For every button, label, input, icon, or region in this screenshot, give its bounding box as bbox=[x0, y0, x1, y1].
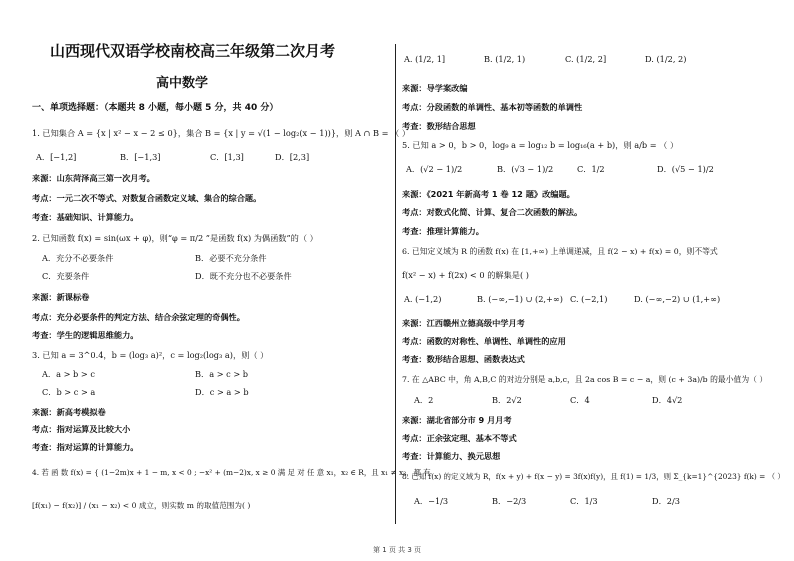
q1-knowledge-point: 考点：一元二次不等式、对数复合函数定义域、集合的综合题。 bbox=[32, 193, 262, 203]
question-6-stem: 6. 已知定义域为 R 的函数 f(x) 在 [1,+∞) 上单调递减，且 f(2 − x) + f(x) = 0，则不等式 bbox=[402, 247, 718, 256]
q1-option-a: A．[−1,2] bbox=[36, 152, 77, 162]
q5-source: 来源：《2021 年新高考 1 卷 12 题》改编题。 bbox=[402, 189, 575, 199]
q7-option-d: D．4√2 bbox=[652, 395, 683, 405]
q3-option-d: D．c > a > b bbox=[195, 387, 249, 397]
q7-option-a: A．2 bbox=[414, 395, 434, 405]
q8-option-c: C．1/3 bbox=[570, 496, 598, 506]
q2-option-b: B．必要不充分条件 bbox=[195, 253, 267, 263]
q2-option-a: A．充分不必要条件 bbox=[42, 253, 114, 263]
q8-option-b: B．−2/3 bbox=[492, 496, 527, 506]
q7-option-b: B．2√2 bbox=[492, 395, 522, 405]
q3-option-a: A．a > b > c bbox=[42, 369, 95, 379]
q2-knowledge-point: 考点：充分必要条件的判定方法、结合余弦定理的奇偶性。 bbox=[32, 312, 245, 322]
q7-option-c: C．4 bbox=[570, 395, 590, 405]
q6-knowledge-point: 考点：函数的对称性、单调性、单调性的应用 bbox=[402, 336, 566, 346]
question-4-condition: [f(x₁) − f(x₂)] / (x₁ − x₂) < 0 成立，则实数 m 的取值范围为( ) bbox=[32, 501, 251, 510]
exam-subtitle: 高中数学 bbox=[156, 76, 209, 91]
page-footer: 第 1 页 共 3 页 bbox=[372, 546, 422, 554]
q2-source: 来源：新课标卷 bbox=[32, 292, 90, 302]
q3-knowledge-point: 考点：指对运算及比较大小 bbox=[32, 424, 131, 434]
q6-option-a: A. (−1,2) bbox=[404, 294, 442, 304]
q1-option-d: D．[2,3] bbox=[275, 152, 310, 162]
question-4-stem: 4. 若 函 数 f(x) = { (1−2m)x + 1 − m, x < 0 ; −x² + (m−2)x, x ≥ 0 满 足 对 任 意 x₁，x₂ ∈ R，且 x₁ ≠ x₂，都 有 bbox=[32, 468, 431, 477]
q3-option-c: C．b > c > a bbox=[42, 387, 96, 397]
q6-source: 来源：江西赣州立德高级中学月考 bbox=[402, 318, 525, 328]
q2-option-c: C．充要条件 bbox=[42, 271, 90, 281]
q2-option-d: D．既不充分也不必要条件 bbox=[195, 271, 292, 281]
q6-option-d: D. (−∞,−2) ∪ (1,+∞) bbox=[634, 294, 721, 304]
q7-source: 来源：湖北省部分市 9 月月考 bbox=[402, 415, 512, 425]
q3-option-b: B．a > c > b bbox=[195, 369, 249, 379]
q4-option-a: A. (1/2, 1] bbox=[404, 54, 446, 64]
q4-option-d: D. (1/2, 2) bbox=[645, 54, 687, 64]
question-3-stem: 3. 已知 a = 3^0.4，b = (log₃ a)²，c = log₂(log₃ a)，则（ ） bbox=[32, 350, 269, 360]
q6-option-b: B. (−∞,−1) ∪ (2,+∞) bbox=[477, 294, 563, 304]
q1-ability: 考查：基础知识、计算能力。 bbox=[32, 212, 139, 222]
q5-knowledge-point: 考点：对数式化简、计算、复合二次函数的解法。 bbox=[402, 207, 583, 217]
question-2-stem: 2. 已知函数 f(x) = sin(ωx + φ)，则“φ = π/2 ”是函数 f(x) 为偶函数”的（ ） bbox=[32, 233, 318, 243]
q6-option-c: C. (−2,1) bbox=[570, 294, 608, 304]
q7-knowledge-point: 考点：正余弦定理、基本不等式 bbox=[402, 433, 517, 443]
question-7-stem: 7. 在 △ABC 中，角 A,B,C 的对边分别是 a,b,c，且 2a cos B = c − a，则 (c + 3a)/b 的最小值为（ ） bbox=[402, 375, 768, 384]
q8-option-a: A．−1/3 bbox=[414, 496, 449, 506]
exam-title: 山西现代双语学校南校高三年级第二次月考 bbox=[50, 42, 336, 60]
q1-option-c: C．[1,3] bbox=[210, 152, 244, 162]
question-1-stem: 1. 已知集合 A = {x | x² − x − 2 ≤ 0}，集合 B = {x | y = √(1 − log₂(x − 1))}，则 A ∩ B = （ ） bbox=[32, 128, 411, 138]
q6-ability: 考查：数形结合思想、函数表达式 bbox=[402, 354, 525, 364]
q4-option-c: C. (1/2, 2] bbox=[565, 54, 607, 64]
q2-ability: 考查：学生的逻辑思维能力。 bbox=[32, 330, 139, 340]
q4-knowledge-point: 考点：分段函数的单调性、基本初等函数的单调性 bbox=[402, 102, 583, 112]
q5-ability: 考查：推理计算能力。 bbox=[402, 226, 484, 236]
q4-ability: 考查：数形结合思想 bbox=[402, 121, 476, 131]
q1-option-b: B．[−1,3] bbox=[120, 152, 161, 162]
q8-option-d: D．2/3 bbox=[652, 496, 680, 506]
section-heading: 一、单项选择题：（本题共 8 小题，每小题 5 分，共 40 分） bbox=[32, 103, 279, 113]
q1-source: 来源：山东菏泽高三第一次月考。 bbox=[32, 173, 155, 183]
question-8-stem: 8. 已知 f(x) 的定义域为 R，f(x + y) + f(x − y) = 3f(x)f(y)，且 f(1) = 1/3，则 Σ_{k=1}^{2023} f(k) = （ ） bbox=[402, 472, 785, 481]
q3-ability: 考查：指对运算的计算能力。 bbox=[32, 442, 139, 452]
question-5-stem: 5. 已知 a > 0，b > 0，log₉ a = log₁₂ b = log₁₆(a + b)，则 a/b = （ ） bbox=[402, 140, 679, 150]
q5-option-c: C．1/2 bbox=[577, 164, 605, 174]
q5-option-a: A．(√2 − 1)/2 bbox=[406, 164, 463, 174]
q5-option-d: D．(√5 − 1)/2 bbox=[657, 164, 714, 174]
question-6-inequality: f(x² − x) + f(2x) < 0 的解集是( ) bbox=[402, 270, 529, 280]
q5-option-b: B．(√3 − 1)/2 bbox=[497, 164, 554, 174]
column-divider bbox=[395, 44, 396, 524]
q4-option-b: B. (1/2, 1) bbox=[484, 54, 526, 64]
q3-source: 来源：新高考模拟卷 bbox=[32, 407, 106, 417]
q4-source: 来源：导学案改编 bbox=[402, 83, 468, 93]
q7-ability: 考查：计算能力、换元思想 bbox=[402, 451, 501, 461]
